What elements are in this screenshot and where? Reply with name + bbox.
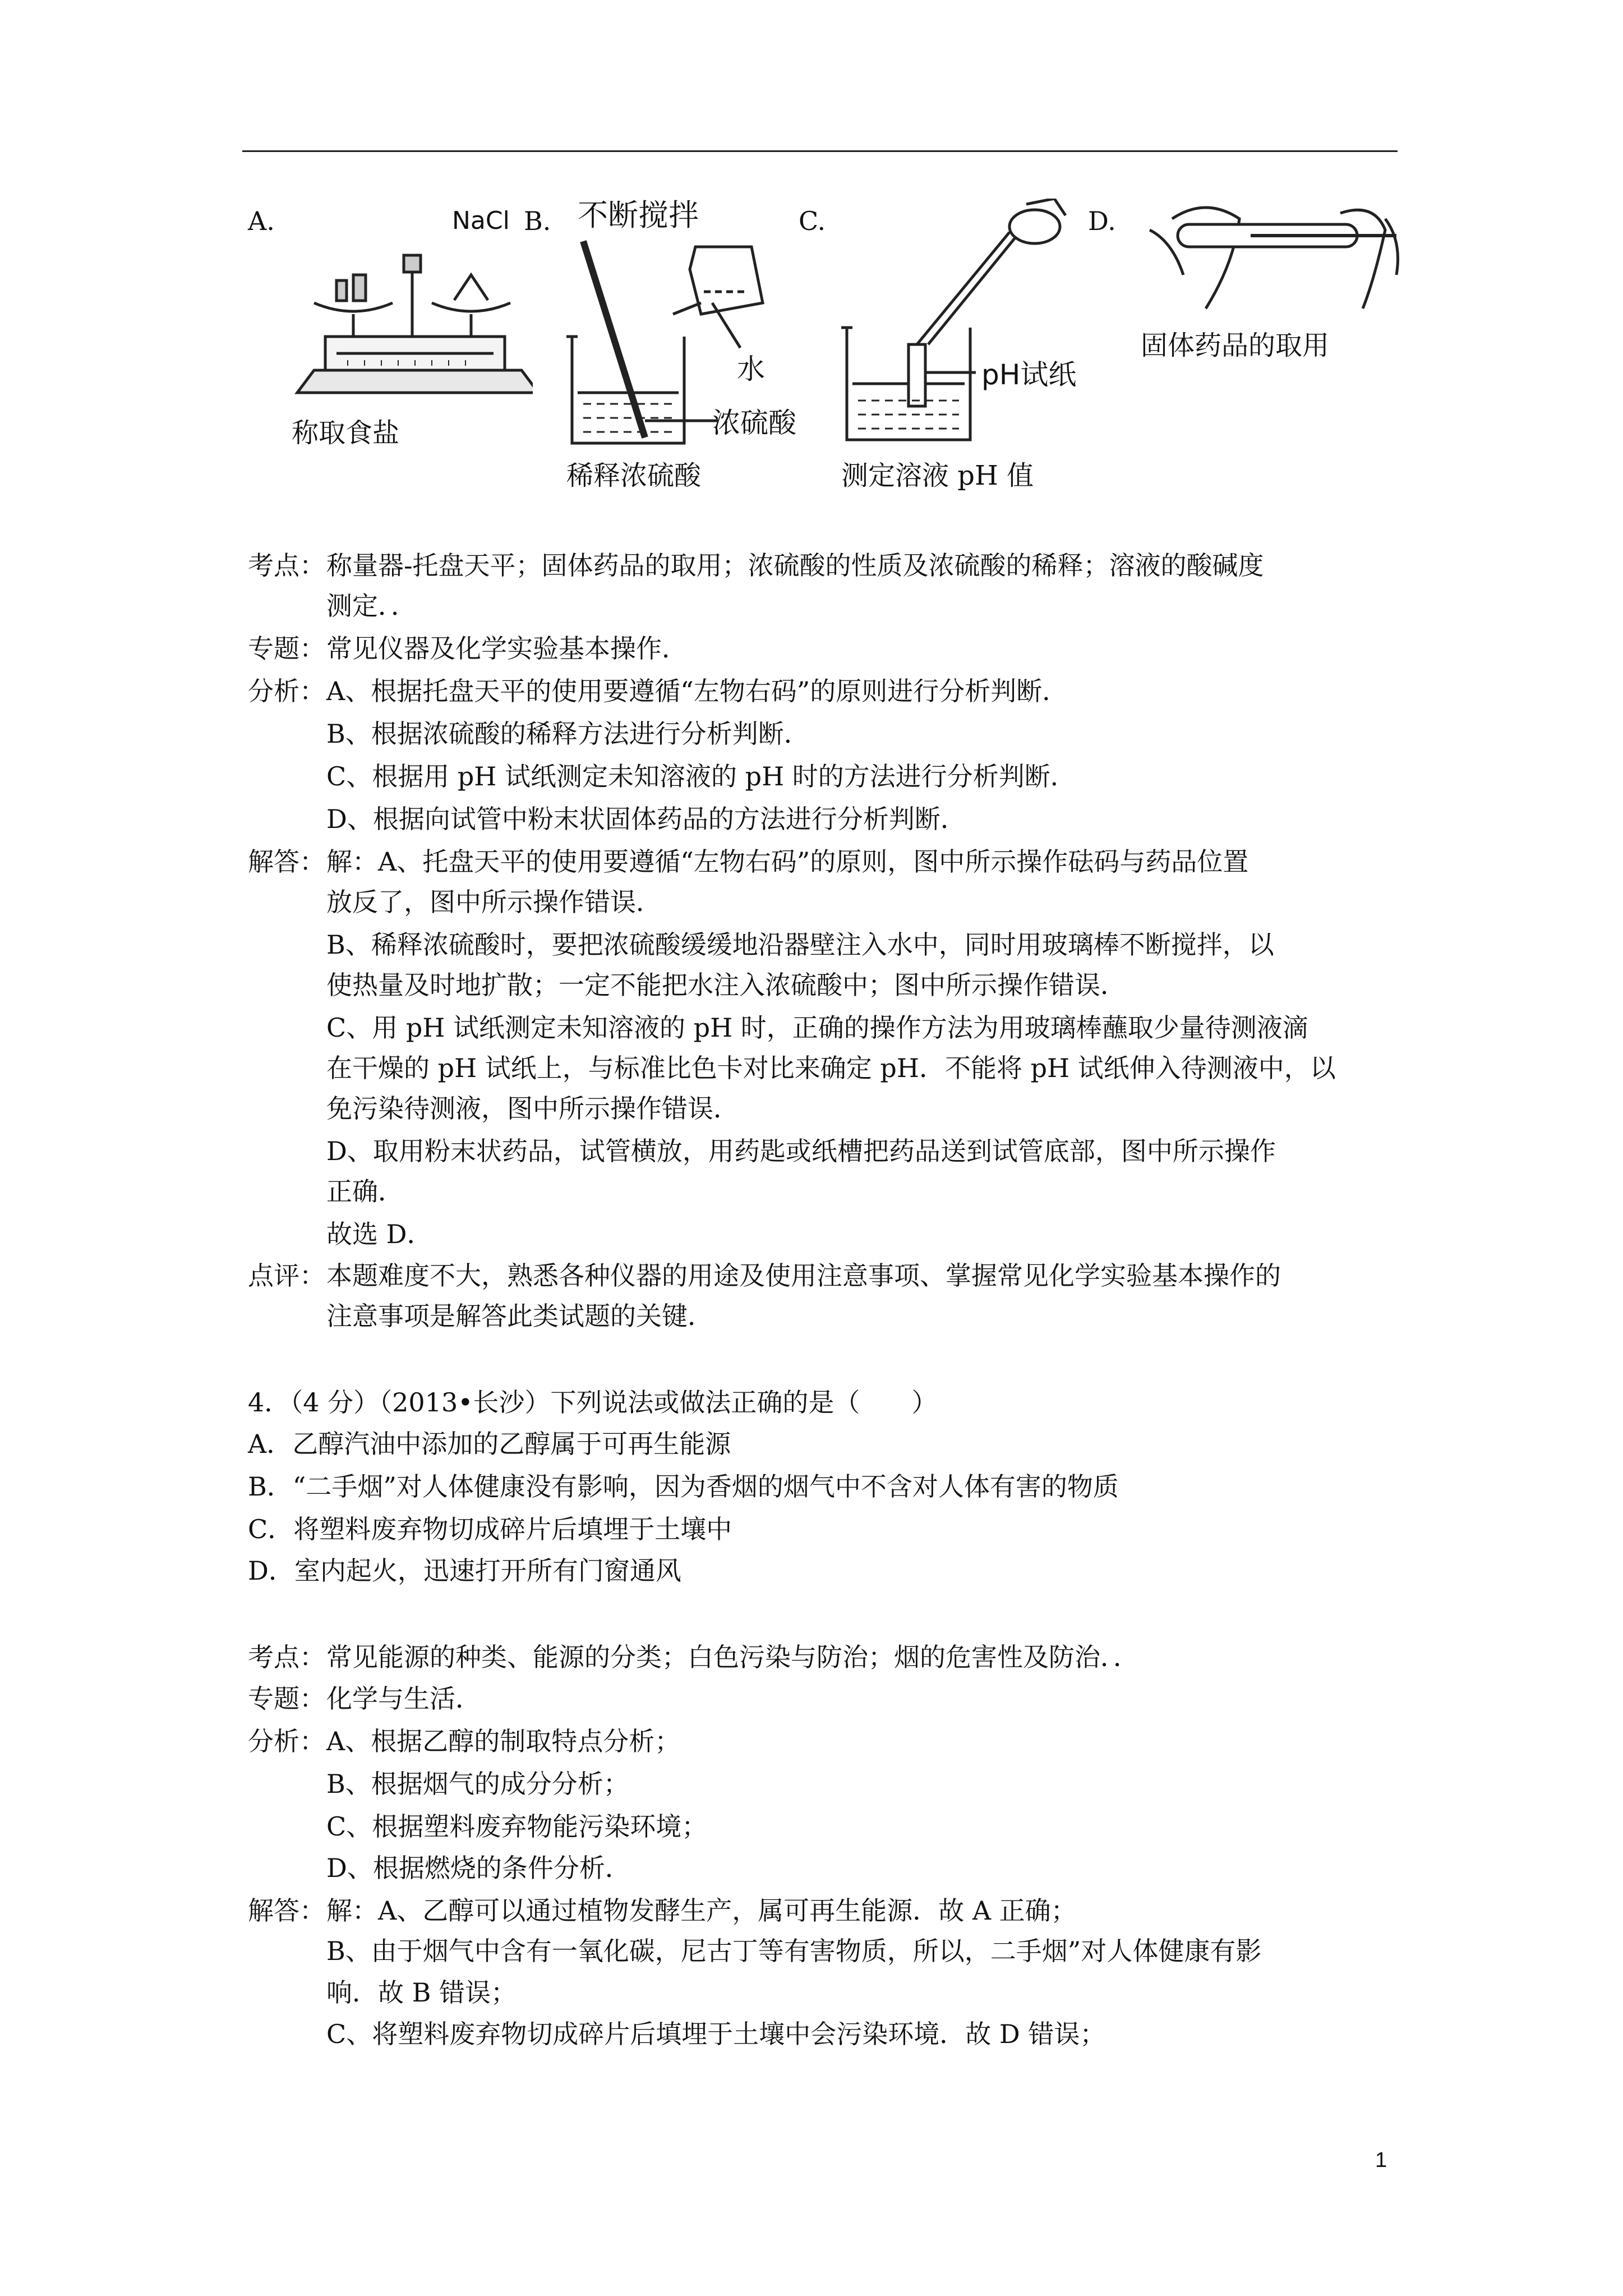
q4-fenxi-label: 分析： (248, 1726, 325, 1756)
q4-jieda-line: 响．故 B 错误； (326, 1977, 517, 2008)
q3-kaodian-label: 考点： (248, 550, 325, 581)
q4-fenxi-line: C、根据塑料废弃物能污染环境； (326, 1811, 708, 1842)
q3-kaodian-line1: 称量器-托盘天平；固体药品的取用；浓硫酸的性质及浓硫酸的稀释；溶液的酸碱度 (326, 550, 1264, 581)
q3-jieda-line: 在干燥的 pH 试纸上，与标准比色卡对比来确定 pH．不能将 pH 试纸伸入待测液中，以 (326, 1053, 1336, 1083)
q4-jieda-line: 解：A、乙醇可以通过植物发酵生产，属可再生能源．故 A 正确； (326, 1895, 1077, 1926)
figure-a-letter: A. (248, 206, 275, 236)
q3-jieda-label: 解答： (248, 846, 325, 877)
q3-kaodian-line2: 测定．． (326, 591, 417, 621)
q4-zhuanti: 化学与生活． (326, 1683, 481, 1714)
q3-jieda-line: 正确． (326, 1176, 404, 1207)
q3-dianping-line2: 注意事项是解答此类试题的关键． (326, 1301, 713, 1331)
q3-fenxi-line: C、根据用 pH 试纸测定未知溶液的 pH 时的方法进行分析判断． (326, 761, 1076, 792)
ph-paper-label: pH试纸 (981, 358, 1077, 391)
q3-dianping-label: 点评： (248, 1260, 325, 1291)
nacl-label: NaCl (452, 206, 510, 235)
q4-stem: 4．（4 分）（2013•长沙）下列说法或做法正确的是（ ） (248, 1387, 938, 1418)
ph-test-figure (841, 199, 1110, 457)
q3-jieda-line: 免污染待测液，图中所示操作错误． (326, 1093, 739, 1124)
q4-jieda-label: 解答： (248, 1895, 325, 1926)
q4-jieda-line: C、将塑料废弃物切成碎片后填埋于土壤中会污染环境．故 D 错误； (326, 2019, 1106, 2049)
q3-dianping-line1: 本题难度不大，熟悉各种仪器的用途及使用注意事项、掌握常见化学实验基本操作的 (326, 1260, 1281, 1291)
q3-jieda-line: 放反了，图中所示操作错误． (326, 887, 662, 917)
q3-zhuanti: 常见仪器及化学实验基本操作． (326, 633, 688, 664)
q4-kaodian: 常见能源的种类、能源的分类；白色污染与防治；烟的危害性及防治．． (326, 1642, 1139, 1672)
figure-c-letter: C. (799, 206, 826, 236)
q3-fenxi-line: D、根据向试管中粉末状固体药品的方法进行分析判断． (326, 804, 966, 834)
q3-jieda-line: 使热量及时地扩散；一定不能把水注入浓硫酸中；图中所示操作错误． (326, 970, 1126, 1000)
q3-fenxi-line: B、根据浓硫酸的稀释方法进行分析判断． (326, 719, 810, 749)
q3-fenxi-line: A、根据托盘天平的使用要遵循“左物右码”的原则进行分析判断． (326, 676, 1068, 706)
q3-jieda-line: B、稀释浓硫酸时，要把浓硫酸缓缓地沿器壁注入水中，同时用玻璃棒不断搅拌，以 (326, 930, 1274, 960)
q4-jieda-line: B、由于烟气中含有一氧化碳，尼古丁等有害物质，所以，二手烟”对人体健康有影 (326, 1936, 1262, 1966)
q3-jieda-line: 故选 D． (326, 1219, 433, 1249)
figure-b-letter: B. (524, 206, 551, 236)
q4-option: D．室内起火，迅速打开所有门窗通风 (248, 1556, 681, 1586)
page-number: 1 (1375, 2148, 1387, 2172)
q4-zhuanti-label: 专题： (248, 1683, 325, 1714)
q3-jieda-line: D、取用粉末状药品，试管横放，用药匙或纸槽把药品送到试管底部，图中所示操作 (326, 1136, 1276, 1166)
water-label: 水 (737, 353, 765, 385)
q4-option: C．将塑料废弃物切成碎片后填埋于土壤中 (248, 1514, 732, 1544)
q4-option: A．乙醇汽油中添加的乙醇属于可再生能源 (248, 1429, 731, 1459)
figure-d-letter: D. (1088, 206, 1116, 236)
q4-option: B．“二手烟”对人体健康没有影响，因为香烟的烟气中不含对人体有害的物质 (248, 1471, 1119, 1502)
q4-fenxi-line: B、根据烟气的成分分析； (326, 1769, 629, 1799)
q4-fenxi-line: D、根据燃烧的条件分析． (326, 1853, 631, 1883)
q3-jieda-line: 解：A、托盘天平的使用要遵循“左物右码”的原则，图中所示操作砝码与药品位置 (326, 846, 1249, 877)
stir-label: 不断搅拌 (578, 197, 699, 233)
q3-fenxi-label: 分析： (248, 676, 325, 706)
figure-a-caption: 称取食盐 (292, 417, 400, 449)
figure-d-caption: 固体药品的取用 (1141, 330, 1330, 361)
q4-fenxi-line: A、根据乙醇的制取特点分析； (326, 1726, 681, 1756)
q4-kaodian-label: 考点： (248, 1642, 325, 1672)
q3-zhuanti-label: 专题： (248, 633, 325, 664)
figure-b-caption: 稀释浓硫酸 (566, 460, 702, 491)
header-rule (242, 150, 1398, 152)
figure-c-caption: 测定溶液 pH 值 (841, 460, 1034, 491)
acid-label: 浓硫酸 (712, 407, 796, 439)
test-tube-figure (1138, 196, 1402, 320)
q3-jieda-line: C、用 pH 试纸测定未知溶液的 pH 时，正确的操作方法为用玻璃棒蘸取少量待测液滴 (326, 1013, 1308, 1043)
